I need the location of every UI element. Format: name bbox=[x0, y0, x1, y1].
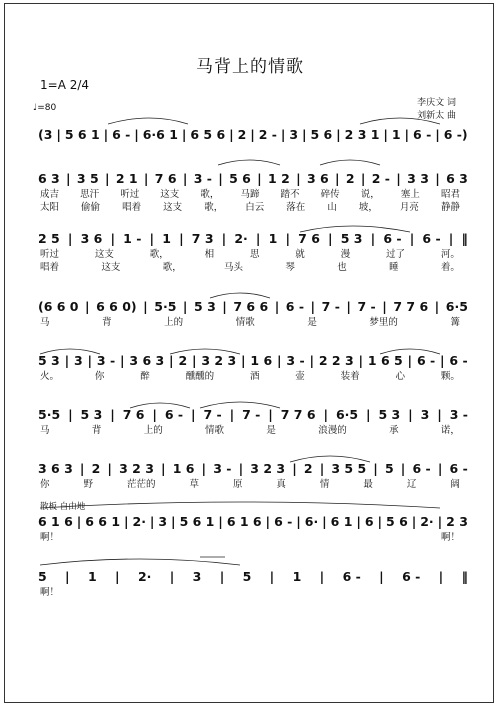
bar-line: | bbox=[229, 126, 234, 142]
notation-line bbox=[38, 406, 468, 422]
bar-line: | bbox=[296, 170, 301, 186]
key-signature: 1=A 2/4 bbox=[40, 78, 90, 92]
bar-line: | bbox=[335, 170, 340, 186]
bar-line: | bbox=[382, 298, 387, 314]
lyric-word: 过了 bbox=[386, 249, 406, 259]
bar-line: | bbox=[370, 230, 376, 246]
bar-line: | bbox=[302, 126, 307, 142]
lyric-word: 山 bbox=[327, 202, 337, 212]
lyric-word: 歌， bbox=[204, 202, 224, 212]
lyric-word: 承 bbox=[389, 425, 399, 435]
bar-line: | bbox=[229, 406, 235, 422]
bar-line: | bbox=[218, 513, 223, 529]
bar-line: | bbox=[171, 513, 176, 529]
note-group: 6·5 bbox=[445, 298, 468, 314]
note-group: 5 3 bbox=[38, 352, 60, 368]
note-group: 1 bbox=[292, 568, 302, 584]
bar-line: | bbox=[123, 513, 129, 529]
note-group: 6 - bbox=[112, 126, 131, 142]
lyric-word: 睡 bbox=[389, 262, 399, 272]
note-group: 6 1 6 bbox=[226, 513, 262, 529]
bar-line: | bbox=[134, 126, 139, 142]
note-group: 2 bbox=[237, 126, 247, 142]
bar-line: | bbox=[257, 170, 262, 186]
bar-line: | bbox=[152, 406, 157, 422]
bar-line: | bbox=[383, 126, 388, 142]
note-group: 7 6 6 bbox=[233, 298, 269, 314]
bar-line: | bbox=[149, 513, 155, 529]
notation-line bbox=[38, 513, 468, 529]
bar-line: | bbox=[76, 513, 82, 529]
lyric-word: 火。 bbox=[40, 371, 60, 381]
bar-line: | bbox=[377, 513, 383, 529]
note-group: 2 1 bbox=[115, 170, 138, 186]
bar-line: | bbox=[400, 460, 406, 476]
note-group: 6·5 bbox=[335, 406, 359, 422]
lyric-word: 壶 bbox=[295, 371, 305, 381]
lyric-word: 思 bbox=[249, 249, 260, 259]
bar-line: | bbox=[346, 298, 351, 314]
lyric-word: 最 bbox=[363, 479, 373, 489]
lyric-word: 酒 bbox=[249, 371, 260, 381]
bar-line: | bbox=[269, 568, 275, 584]
bar-line: | bbox=[404, 126, 410, 142]
bar-line: | bbox=[238, 460, 244, 476]
bar-line: | bbox=[358, 352, 364, 368]
note-group: 5 bbox=[242, 568, 252, 584]
lyric-word: 原 bbox=[232, 479, 243, 489]
bar-line: | bbox=[323, 406, 329, 422]
bar-line: | bbox=[221, 230, 227, 246]
composer-credit: 刘新太 曲 bbox=[417, 111, 456, 121]
note-group: 5 6 1 bbox=[179, 513, 215, 529]
lyric-word: 相 bbox=[204, 249, 215, 259]
bar-line: | bbox=[201, 460, 207, 476]
note-group: 6 - bbox=[285, 298, 305, 314]
note-group: 7 - bbox=[357, 298, 376, 314]
lyric-line bbox=[40, 260, 460, 272]
note-group: 7 7 6 bbox=[393, 298, 429, 314]
note-group: 3 - bbox=[193, 170, 212, 186]
note-group: 6 - bbox=[402, 568, 421, 584]
note-group: 2 5 bbox=[38, 230, 60, 246]
note-group: 6 1 bbox=[330, 513, 353, 529]
bar-line: | bbox=[437, 460, 443, 476]
note-group: 3 bbox=[158, 513, 168, 529]
note-group: 1 bbox=[268, 230, 278, 246]
note-group: 2· bbox=[137, 568, 152, 584]
bar-line: | bbox=[437, 406, 442, 422]
note-group: 7 - bbox=[203, 406, 222, 422]
bar-line: | bbox=[373, 460, 378, 476]
lyric-word: 情歌 bbox=[205, 425, 225, 435]
note-group: 6 - bbox=[422, 230, 441, 246]
bar-line: | bbox=[179, 230, 184, 246]
note-group: 1 - bbox=[123, 230, 142, 246]
notation-line bbox=[38, 298, 468, 314]
lyric-line bbox=[40, 247, 460, 259]
lyric-word: 是 bbox=[266, 425, 276, 435]
bar-line: | bbox=[65, 568, 70, 584]
note-group: 2 3 bbox=[446, 513, 468, 529]
note-group: 6 - bbox=[342, 568, 361, 584]
lyric-word: 月亮 bbox=[399, 202, 419, 212]
lyric-word: 坡， bbox=[358, 202, 378, 212]
tempo-marking: ♩=80 bbox=[33, 103, 57, 113]
lyric-word: 踏不 bbox=[280, 189, 300, 199]
note-group: 3 2 3 bbox=[201, 352, 237, 368]
bar-line: | bbox=[87, 352, 93, 368]
bar-line: | bbox=[379, 568, 384, 584]
bar-line: | bbox=[435, 126, 440, 142]
lyric-word: 啊！ bbox=[40, 532, 60, 542]
lyric-word: 野 bbox=[83, 479, 93, 489]
lyric-word: 马 bbox=[40, 317, 50, 327]
lyric-word: 唱着 bbox=[122, 202, 142, 212]
note-group: 3 6 3 bbox=[129, 352, 165, 368]
lyric-word: 这支 bbox=[163, 202, 183, 212]
lyric-word: 篝 bbox=[450, 317, 460, 327]
note-group: 2 3 1 bbox=[344, 126, 380, 142]
note-group: 3 3 bbox=[407, 170, 429, 186]
note-group: 6· bbox=[304, 513, 319, 529]
bar-line: | bbox=[336, 126, 341, 142]
lyric-word: 马头 bbox=[224, 262, 244, 272]
lyric-word: 马蹄 bbox=[240, 189, 260, 199]
bar-line: | bbox=[409, 230, 415, 246]
bar-line: | bbox=[296, 513, 301, 529]
lyric-word: 就 bbox=[295, 249, 305, 259]
bar-line: | bbox=[360, 170, 366, 186]
note-group: 5·5 bbox=[38, 406, 61, 422]
note-group: 1 bbox=[162, 230, 171, 246]
song-title: 马背上的情歌 bbox=[196, 57, 304, 77]
notation-line bbox=[38, 568, 468, 584]
note-group: 2 2 3 bbox=[318, 352, 354, 368]
note-group: 7 3 bbox=[191, 230, 214, 246]
lyric-line bbox=[40, 585, 460, 597]
note-group: 5 6 bbox=[386, 513, 408, 529]
note-group: 3 2 3 bbox=[250, 460, 286, 476]
note-group: 5 3 bbox=[378, 406, 401, 422]
lyric-line bbox=[40, 315, 460, 327]
lyric-word: 诺， bbox=[440, 425, 460, 435]
note-group: 6·6 1 bbox=[142, 126, 178, 142]
lyric-word: 昭君 bbox=[440, 189, 460, 199]
note-group: 7 6 bbox=[122, 406, 145, 422]
note-group: 6 - bbox=[449, 352, 468, 368]
bar-line: | bbox=[67, 230, 73, 246]
lyric-word: 辽 bbox=[406, 479, 417, 489]
bar-line: | bbox=[310, 298, 316, 314]
note-group: 6 1 6 bbox=[38, 513, 73, 529]
bar-line: | bbox=[366, 406, 371, 422]
lyric-word: 这支 bbox=[101, 262, 121, 272]
lyric-word: 歌， bbox=[149, 249, 169, 259]
lyric-line bbox=[40, 369, 460, 381]
bar-line: | bbox=[104, 170, 110, 186]
bar-line: | bbox=[169, 352, 174, 368]
bar-line: | bbox=[440, 352, 445, 368]
lyric-word: 浪漫的 bbox=[318, 425, 347, 435]
note-group: 3 5 bbox=[76, 170, 99, 186]
bar-line: | bbox=[64, 352, 70, 368]
note-group: 2· bbox=[234, 230, 248, 246]
lyric-word: 醺醺的 bbox=[185, 371, 215, 381]
note-group: 2· bbox=[132, 513, 146, 529]
bar-line: | bbox=[268, 406, 273, 422]
bar-line: | bbox=[265, 513, 271, 529]
bar-line: | bbox=[181, 126, 187, 142]
note-group: ‖ bbox=[461, 230, 468, 246]
lyric-word: 上的 bbox=[164, 317, 184, 327]
bar-line: | bbox=[435, 170, 440, 186]
lyric-word: 歌， bbox=[200, 189, 220, 199]
bar-line: | bbox=[437, 513, 443, 529]
note-group: 3 bbox=[73, 352, 83, 368]
note-group: 2 bbox=[91, 460, 101, 476]
bar-line: | bbox=[56, 126, 61, 142]
lyric-word: 你 bbox=[40, 479, 50, 489]
lyric-word: 静静 bbox=[440, 202, 460, 212]
lyric-word: 河。 bbox=[440, 249, 460, 259]
lyric-word: 思汗 bbox=[80, 189, 100, 199]
notation-line bbox=[38, 460, 468, 476]
note-group: 6 - bbox=[449, 460, 468, 476]
note-group: 6 - bbox=[412, 460, 431, 476]
bar-line: | bbox=[169, 568, 175, 584]
lyric-word: 琴 bbox=[285, 262, 295, 272]
lyric-word: 这支 bbox=[94, 249, 114, 259]
bar-line: | bbox=[434, 298, 440, 314]
note-group: 1 6 bbox=[250, 352, 273, 368]
bar-line: | bbox=[407, 352, 413, 368]
bar-line: | bbox=[103, 126, 109, 142]
note-group: 5 6 1 bbox=[64, 126, 100, 142]
note-group: 5 3 bbox=[80, 406, 103, 422]
note-group: 7 7 6 bbox=[280, 406, 316, 422]
lyric-word: 落在 bbox=[286, 202, 306, 212]
bar-line: | bbox=[322, 513, 327, 529]
lyric-word: 背 bbox=[102, 317, 112, 327]
bar-line: | bbox=[143, 298, 148, 314]
note-group: 1 2 bbox=[268, 170, 290, 186]
lyric-word: 太阳 bbox=[40, 202, 60, 212]
bar-line: | bbox=[222, 298, 227, 314]
note-group: 3 6 3 bbox=[38, 460, 73, 476]
note-group: 3 - bbox=[286, 352, 305, 368]
bar-line: | bbox=[110, 230, 116, 246]
lyric-word: 背 bbox=[91, 425, 102, 435]
note-group: 1 bbox=[391, 126, 401, 142]
lyric-word: 塞上 bbox=[400, 189, 420, 199]
note-group: 6 - bbox=[274, 513, 293, 529]
lyric-word: 着。 bbox=[440, 262, 460, 272]
note-group: 6 3 bbox=[446, 170, 468, 186]
free-tempo-tag: 散板 自由地 bbox=[40, 502, 86, 512]
note-group: 3 - bbox=[213, 460, 232, 476]
bar-line: | bbox=[319, 460, 325, 476]
bar-line: | bbox=[120, 352, 125, 368]
bar-line: | bbox=[448, 230, 454, 246]
bar-line: | bbox=[292, 460, 297, 476]
bar-line: | bbox=[191, 352, 197, 368]
bar-line: | bbox=[107, 460, 112, 476]
note-group: (3 bbox=[38, 126, 53, 142]
note-group: 1 bbox=[87, 568, 97, 584]
bar-line: | bbox=[241, 352, 246, 368]
lyric-word: 这支 bbox=[160, 189, 180, 199]
bar-line: | bbox=[411, 513, 417, 529]
note-group: 6 -) bbox=[443, 126, 468, 142]
note-group: 7 - bbox=[242, 406, 261, 422]
bar-line: | bbox=[143, 170, 149, 186]
note-group: 7 6 bbox=[298, 230, 320, 246]
note-group: 3 bbox=[192, 568, 202, 584]
note-group: 2· bbox=[420, 513, 434, 529]
note-group: 5 3 bbox=[194, 298, 216, 314]
bar-line: | bbox=[438, 568, 444, 584]
bar-line: | bbox=[218, 170, 223, 186]
note-group: 5 6 bbox=[310, 126, 333, 142]
note-group: 6 - bbox=[164, 406, 184, 422]
bar-line: | bbox=[85, 298, 90, 314]
bar-line: | bbox=[356, 513, 361, 529]
note-group: 2 bbox=[303, 460, 313, 476]
note-group: 5 bbox=[38, 568, 47, 584]
lyric-line bbox=[40, 477, 460, 489]
lyric-word: 成吉 bbox=[40, 189, 60, 199]
bar-line: | bbox=[250, 126, 255, 142]
note-group: 6 5 6 bbox=[190, 126, 226, 142]
lyric-word: 啊！ bbox=[40, 587, 60, 597]
note-group: 6 6 0) bbox=[96, 298, 137, 314]
lyric-line bbox=[40, 200, 460, 212]
lyric-word: 马 bbox=[40, 425, 50, 435]
lyric-word: 情歌 bbox=[235, 317, 255, 327]
lyric-word: 装着 bbox=[340, 371, 360, 381]
lyric-line bbox=[40, 530, 460, 542]
bar-line: | bbox=[161, 460, 166, 476]
note-group: 2 - bbox=[371, 170, 390, 186]
bar-line: | bbox=[280, 126, 286, 142]
lyric-word: 颗。 bbox=[440, 371, 460, 381]
lyricist-credit: 李庆文 词 bbox=[417, 98, 456, 108]
lyric-word: 情 bbox=[319, 479, 330, 489]
note-group: 6 - bbox=[416, 352, 436, 368]
notation-line bbox=[38, 126, 468, 142]
note-group: 3 6 bbox=[80, 230, 103, 246]
lyric-word: 啊！ bbox=[440, 532, 460, 542]
lyric-word: 也 bbox=[337, 262, 347, 272]
lyric-word: 梦里的 bbox=[369, 317, 398, 327]
note-group: 3 - bbox=[96, 352, 116, 368]
note-group: 2 bbox=[345, 170, 355, 186]
lyric-word: 碎传 bbox=[320, 189, 340, 199]
lyric-word: 你 bbox=[94, 371, 105, 381]
note-group: 5 bbox=[384, 460, 394, 476]
note-group: 6 - bbox=[413, 126, 432, 142]
bar-line: | bbox=[66, 170, 71, 186]
note-group: 7 6 bbox=[154, 170, 177, 186]
notation-line bbox=[38, 352, 468, 368]
lyric-word: 唱着 bbox=[40, 262, 60, 272]
bar-line: | bbox=[149, 230, 155, 246]
lyric-word: 说， bbox=[360, 189, 380, 199]
note-group: 6 - bbox=[383, 230, 402, 246]
note-group: 1 6 5 bbox=[367, 352, 403, 368]
bar-line: | bbox=[190, 406, 196, 422]
lyric-word: 白云 bbox=[245, 202, 265, 212]
notation-line bbox=[38, 170, 468, 186]
note-group: 5 6 bbox=[229, 170, 251, 186]
note-group: 1 6 bbox=[172, 460, 195, 476]
lyric-word: 草 bbox=[189, 479, 199, 489]
note-group: 6 6 1 bbox=[85, 513, 121, 529]
lyric-line bbox=[40, 423, 460, 435]
notation-line bbox=[38, 230, 468, 246]
lyric-word: 真 bbox=[276, 479, 286, 489]
note-group: 6 bbox=[364, 513, 374, 529]
note-group: 3 5 5 bbox=[331, 460, 367, 476]
lyric-word: 醉 bbox=[140, 371, 150, 381]
bar-line: | bbox=[182, 298, 188, 314]
bar-line: | bbox=[79, 460, 85, 476]
lyric-word: 听过 bbox=[40, 249, 60, 259]
note-group: 2 bbox=[178, 352, 188, 368]
bar-line: | bbox=[309, 352, 315, 368]
lyric-word: 听过 bbox=[120, 189, 140, 199]
bar-line: | bbox=[328, 230, 333, 246]
note-group: 3 6 bbox=[306, 170, 329, 186]
bar-line: | bbox=[319, 568, 325, 584]
bar-line: | bbox=[115, 568, 120, 584]
note-group: 7 - bbox=[321, 298, 340, 314]
note-group: 3 bbox=[420, 406, 430, 422]
note-group: 2 - bbox=[258, 126, 277, 142]
note-group: 5 3 bbox=[340, 230, 363, 246]
lyric-word: 漫 bbox=[340, 249, 351, 259]
bar-line: | bbox=[276, 352, 282, 368]
note-group: 5·5 bbox=[154, 298, 177, 314]
lyric-line bbox=[40, 187, 460, 199]
bar-line: | bbox=[274, 298, 280, 314]
lyric-word: 上的 bbox=[143, 425, 163, 435]
lyric-word: 是 bbox=[307, 317, 317, 327]
bar-line: | bbox=[68, 406, 73, 422]
bar-line: | bbox=[408, 406, 413, 422]
lyric-word: 偷偷 bbox=[81, 202, 101, 212]
note-group: 3 bbox=[289, 126, 299, 142]
bar-line: | bbox=[285, 230, 291, 246]
note-group: ‖ bbox=[461, 568, 468, 584]
note-group: 3 2 3 bbox=[119, 460, 154, 476]
bar-line: | bbox=[396, 170, 401, 186]
lyric-word: 心 bbox=[395, 371, 406, 381]
bar-line: | bbox=[182, 170, 188, 186]
bar-line: | bbox=[219, 568, 225, 584]
bar-line: | bbox=[255, 230, 261, 246]
lyric-word: 茫茫的 bbox=[126, 479, 156, 489]
note-group: 6 3 bbox=[38, 170, 60, 186]
lyric-word: 阔 bbox=[450, 479, 460, 489]
note-group: 3 - bbox=[449, 406, 468, 422]
note-group: (6 6 0 bbox=[38, 298, 79, 314]
lyric-word: 歌， bbox=[162, 262, 182, 272]
bar-line: | bbox=[110, 406, 115, 422]
